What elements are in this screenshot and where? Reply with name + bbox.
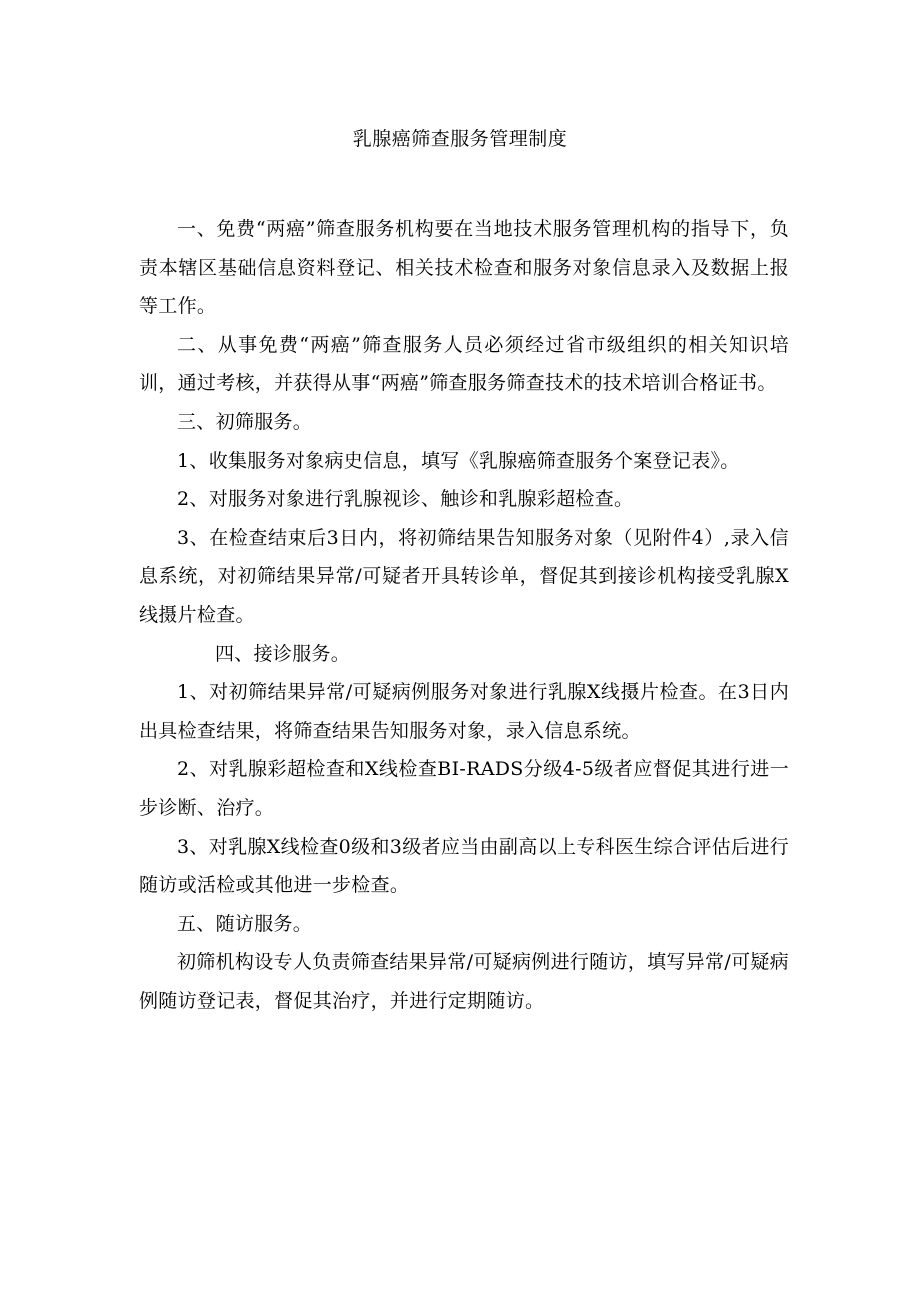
paragraph-section-3-item-3: 3、在检查结束后3日内，将初筛结果告知服务对象（见附件4）,录入信息系统，对初筛结果异常/可疑者开具转诊单，督促其到接诊机构接受乳腺X线摄片检查。 [139,526,789,626]
paragraph-section-4-item-1: 1、对初筛结果异常/可疑病例服务对象进行乳腺X线摄片检查。在3日内出具检查结果，将筛查结果告知服务对象，录入信息系统。 [139,681,789,742]
paragraph-section-5-heading: 五、随访服务。 [177,912,313,935]
paragraph-section-4-item-2: 2、对乳腺彩超检查和X线检查BI-RADS分级4-5级者应督促其进行进一步诊断、治疗。 [139,758,789,819]
document-title: 乳腺癌筛查服务管理制度 [352,128,568,150]
paragraph-section-3-heading: 三、初筛服务。 [177,410,313,433]
paragraph-section-1: 一、免费“两癌”筛查服务机构要在当地技术服务管理机构的指导下，负责本辖区基础信息资料登记、相关技术检查和服务对象信息录入及数据上报等工作。 [139,218,789,318]
paragraph-section-2: 二、从事免费“两癌”筛查服务人员必须经过省市级组织的相关知识培训，通过考核，并获得从事“两癌”筛查服务筛查技术的技术培训合格证书。 [139,333,789,395]
paragraph-section-4-heading: 四、接诊服务。 [215,642,351,665]
paragraph-section-3-item-1: 1、收集服务对象病史信息，填写《乳腺癌筛查服务个案登记表》。 [177,449,740,472]
document-body [139,210,789,1020]
paragraph-section-4-item-3: 3、对乳腺X线检查0级和3级者应当由副高以上专科医生综合评估后进行随访或活检或其他进一步检查。 [139,835,789,897]
paragraph-section-3-item-2: 2、对服务对象进行乳腺视诊、触诊和乳腺彩超检查。 [177,488,634,511]
paragraph-section-5-body: 初筛机构设专人负责筛查结果异常/可疑病例进行随访，填写异常/可疑病例随访登记表，督促其治疗，并进行定期随访。 [139,951,789,1012]
